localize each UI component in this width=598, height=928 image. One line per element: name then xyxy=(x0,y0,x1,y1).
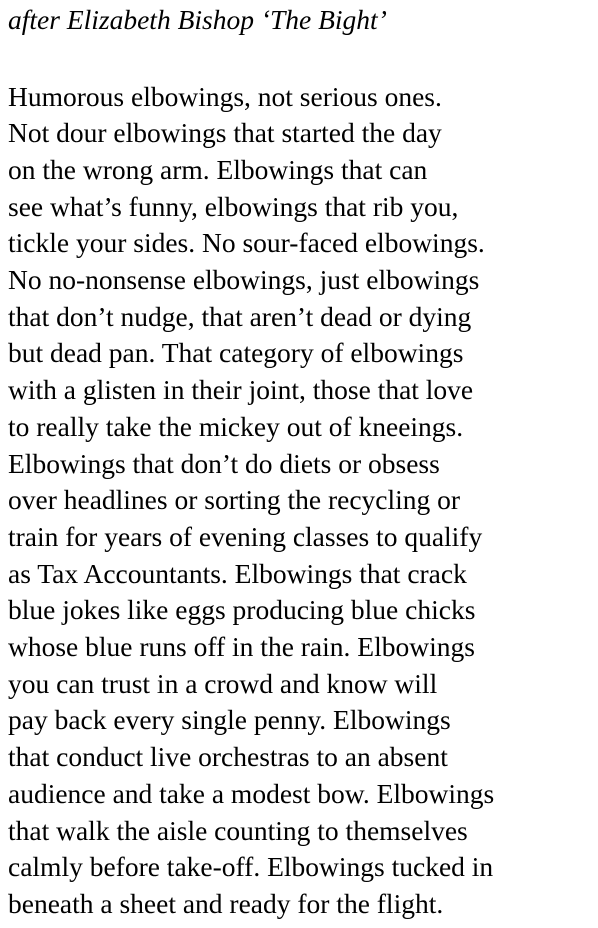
stanza-gap xyxy=(8,39,594,79)
poem-line: that don’t nudge, that aren’t dead or dying xyxy=(8,300,472,332)
poem-line: beneath a sheet and ready for the flight. xyxy=(8,887,444,919)
poem-line: Elbowings that don’t do diets or obsess xyxy=(8,447,440,479)
poem-line: Not dour elbowings that started the day xyxy=(8,117,442,149)
document-page xyxy=(8,0,594,923)
poem-line: pay back every single penny. Elbowings xyxy=(8,704,451,736)
poem-line: train for years of evening classes to qualify xyxy=(8,520,483,552)
poem-line: you can trust in a crowd and know will xyxy=(8,667,438,699)
poem-line: as Tax Accountants. Elbowings that crack xyxy=(8,557,467,589)
poem-line: that walk the aisle counting to themselves xyxy=(8,814,468,846)
poem-line: but dead pan. That category of elbowings xyxy=(8,337,464,369)
poem-line: with a glisten in their joint, those that love xyxy=(8,374,474,406)
poem-line: to really take the mickey out of kneeings. xyxy=(8,410,464,442)
poem-line: No no-nonsense elbowings, just elbowings xyxy=(8,264,480,296)
poem-line: that conduct live orchestras to an absent xyxy=(8,741,448,773)
poem-line: tickle your sides. No sour-faced elbowings. xyxy=(8,227,485,259)
poem-line: see what’s funny, elbowings that rib you, xyxy=(8,190,459,222)
epigraph: after Elizabeth Bishop ‘The Bight’ xyxy=(8,4,387,35)
poem-line: on the wrong arm. Elbowings that can xyxy=(8,153,428,185)
poem-line: audience and take a modest bow. Elbowings xyxy=(8,777,495,809)
poem-line: blue jokes like eggs producing blue chicks xyxy=(8,594,476,626)
poem-line: whose blue runs off in the rain. Elbowings xyxy=(8,631,475,663)
poem-line: calmly before take-off. Elbowings tucked in xyxy=(8,851,494,883)
poem-line: Humorous elbowings, not serious ones. xyxy=(8,80,442,112)
poem-body xyxy=(8,79,594,923)
poem-line: over headlines or sorting the recycling or xyxy=(8,484,461,516)
